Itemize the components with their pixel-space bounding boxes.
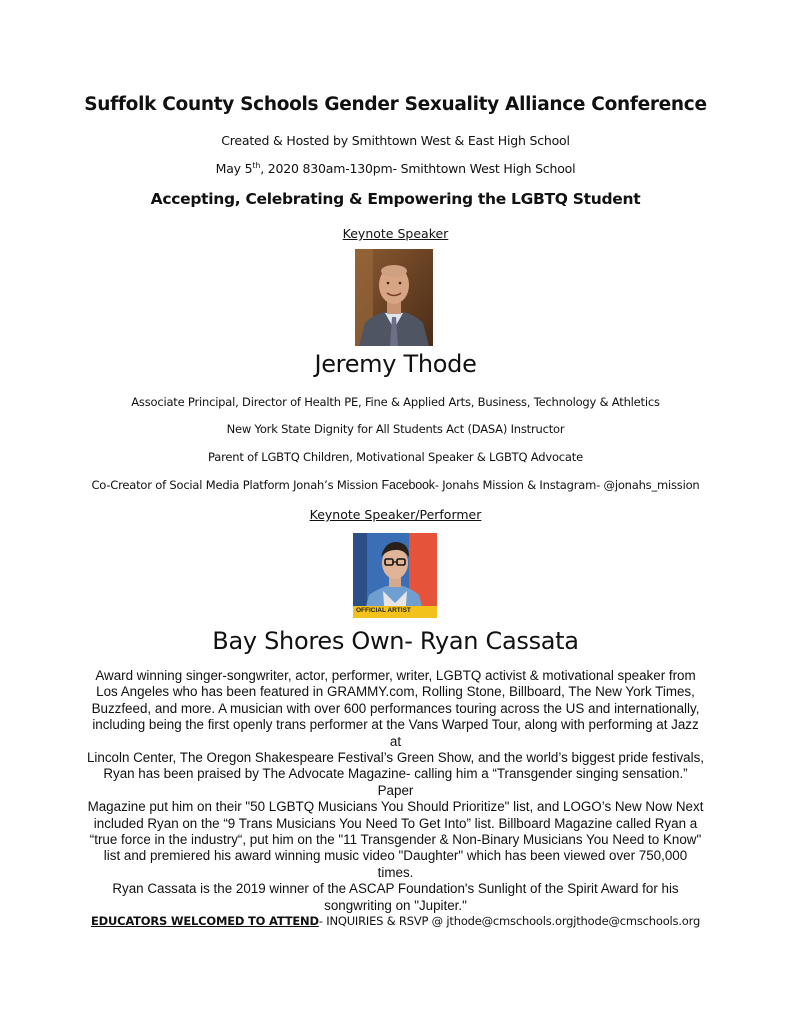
ryan-cassata-photo bbox=[353, 533, 437, 618]
keynote-performer-heading: Keynote Speaker/Performer bbox=[309, 507, 482, 522]
educators-welcome-label: EDUCATORS WELCOMED TO ATTEND bbox=[90, 914, 319, 928]
bio-line: Ryan Cassata is the 2019 winner of the ASCAP Foundation's Sunlight of the Spirit Award for his bbox=[112, 881, 679, 897]
hosted-by: Created & Hosted by Smithtown West & East High School bbox=[221, 133, 570, 148]
social-prefix: Co-Creator of Social Media Platform Jonah’s Mission bbox=[91, 478, 382, 492]
social-media-line bbox=[0, 478, 791, 492]
bio-line: included Ryan on the “9 Trans Musicians You Need To Get Into” list. Billboard Magazine called Ryan a bbox=[93, 815, 698, 831]
bio-line: songwriting on "Jupiter." bbox=[324, 897, 467, 913]
speaker-credential: Parent of LGBTQ Children, Motivational Speaker & LGBTQ Advocate bbox=[208, 450, 583, 464]
jeremy-thode-photo bbox=[355, 249, 433, 346]
bio-line: including being the first openly trans performer at the Vans Warped Tour, along with performing at Jazz at bbox=[92, 717, 699, 749]
speaker-name-ryan-cassata: Bay Shores Own- Ryan Cassata bbox=[212, 627, 579, 655]
conference-title: Suffolk County Schools Gender Sexuality Alliance Conference bbox=[84, 94, 707, 115]
bio-line: Lincoln Center, The Oregon Shakespeare Festival’s Green Show, and the world’s biggest pride festivals, bbox=[86, 750, 705, 766]
date-superscript: th bbox=[252, 161, 261, 170]
bio-line: Buzzfeed, and more. A musician with over 600 performances touring across the US and internationally, bbox=[91, 700, 700, 716]
social-suffix: - Jonahs Mission & Instagram- @jonahs_mission bbox=[434, 478, 700, 492]
official-artist-badge: OFFICIAL ARTIST bbox=[356, 607, 411, 614]
event-date-location bbox=[0, 161, 791, 176]
facebook-label: Facebook bbox=[381, 478, 435, 492]
speaker-name-jeremy-thode: Jeremy Thode bbox=[314, 350, 477, 378]
rsvp-footer bbox=[0, 914, 791, 928]
bio-line: list and premiered his award winning music video "Daughter" which has been viewed over 750,000 times. bbox=[103, 848, 688, 880]
bio-line: “true force in the industry“, put him on the "11 Transgender & Non-Binary Musicians You Need to Know" bbox=[89, 832, 702, 848]
speaker-credential: Associate Principal, Director of Health PE, Fine & Applied Arts, Business, Technology & Athletics bbox=[131, 395, 660, 409]
bio-line: Los Angeles who has been featured in GRAMMY.com, Rolling Stone, Billboard, The New York Times, bbox=[96, 684, 695, 700]
bio-line: Ryan has been praised by The Advocate Magazine- calling him a “Transgender singing sensation.” Paper bbox=[103, 766, 688, 798]
conference-tagline: Accepting, Celebrating & Empowering the LGBTQ Student bbox=[150, 190, 641, 208]
speaker-credential: New York State Dignity for All Students Act (DASA) Instructor bbox=[226, 422, 565, 436]
keynote-speaker-heading: Keynote Speaker bbox=[342, 226, 449, 241]
rsvp-contact: - INQUIRIES & RSVP @ jthode@cmschools.orgjthode@cmschools.org bbox=[318, 914, 701, 928]
bio-line: Award winning singer-songwriter, actor, performer, writer, LGBTQ activist & motivational speaker from bbox=[95, 668, 696, 683]
date-suffix: , 2020 830am-130pm- Smithtown West High School bbox=[260, 161, 576, 177]
ryan-cassata-bio bbox=[86, 668, 705, 914]
bio-line: Magazine put him on their "50 LGBTQ Musicians You Should Prioritize" list, and LOGO’s New Now Next bbox=[87, 799, 704, 815]
date-prefix: May 5 bbox=[215, 161, 253, 177]
